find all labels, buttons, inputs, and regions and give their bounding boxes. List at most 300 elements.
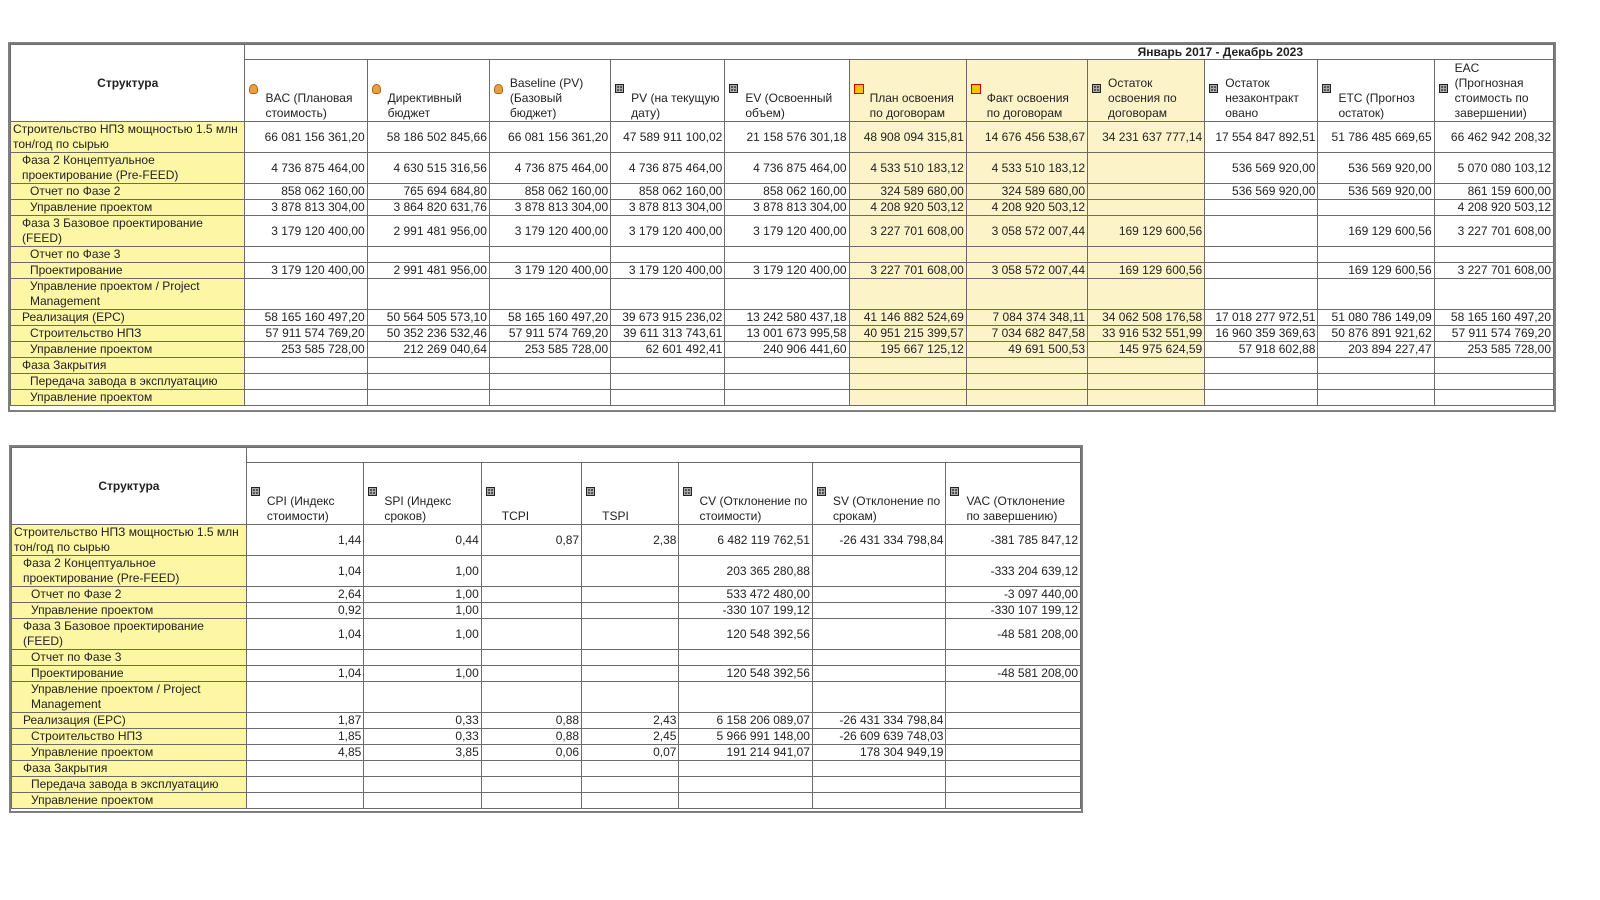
value-cell[interactable]: 58 165 160 497,20: [489, 310, 610, 326]
value-cell[interactable]: 6 482 119 762,51: [679, 525, 812, 556]
value-cell[interactable]: 3 864 820 631,76: [367, 200, 489, 216]
value-cell[interactable]: [245, 390, 367, 406]
value-cell[interactable]: [246, 793, 363, 809]
row-label[interactable]: Управление проектом: [11, 200, 245, 216]
value-cell[interactable]: 58 186 502 845,66: [367, 122, 489, 153]
value-cell[interactable]: 203 894 227,47: [1318, 342, 1434, 358]
column-header[interactable]: [245, 60, 367, 122]
value-cell[interactable]: [946, 713, 1081, 729]
value-cell[interactable]: [1205, 374, 1318, 390]
value-cell[interactable]: 1,87: [246, 713, 363, 729]
value-cell[interactable]: 14 676 456 538,67: [966, 122, 1087, 153]
value-cell[interactable]: 1,00: [364, 587, 481, 603]
value-cell[interactable]: 1,44: [246, 525, 363, 556]
column-header[interactable]: [582, 463, 679, 525]
value-cell[interactable]: [1205, 390, 1318, 406]
value-cell[interactable]: [611, 279, 725, 310]
value-cell[interactable]: [481, 793, 581, 809]
value-cell[interactable]: 51 786 485 669,65: [1318, 122, 1434, 153]
row-label[interactable]: Проектирование: [12, 666, 247, 682]
row-label[interactable]: Строительство НПЗ мощностью 1.5 млн тон/год по сырью: [12, 525, 247, 556]
value-cell[interactable]: [1205, 263, 1318, 279]
row-label[interactable]: Фаза Закрытия: [11, 358, 245, 374]
value-cell[interactable]: [489, 390, 610, 406]
value-cell[interactable]: 47 589 911 100,02: [611, 122, 725, 153]
value-cell[interactable]: 4 208 920 503,12: [966, 200, 1087, 216]
value-cell[interactable]: [1318, 200, 1434, 216]
value-cell[interactable]: [582, 603, 679, 619]
value-cell[interactable]: [246, 682, 363, 713]
value-cell[interactable]: 39 611 313 743,61: [611, 326, 725, 342]
value-cell[interactable]: 145 975 624,59: [1088, 342, 1205, 358]
value-cell[interactable]: 34 231 637 777,14: [1088, 122, 1205, 153]
value-cell[interactable]: [725, 279, 849, 310]
value-cell[interactable]: 1,85: [246, 729, 363, 745]
value-cell[interactable]: [812, 619, 945, 650]
value-cell[interactable]: 203 365 280,88: [679, 556, 812, 587]
value-cell[interactable]: 0,44: [364, 525, 481, 556]
value-cell[interactable]: [1088, 153, 1205, 184]
value-cell[interactable]: [481, 682, 581, 713]
row-label[interactable]: Отчет по Фазе 3: [12, 650, 247, 666]
value-cell[interactable]: 1,00: [364, 603, 481, 619]
row-label[interactable]: Отчет по Фазе 2: [11, 184, 245, 200]
column-header[interactable]: [1088, 60, 1205, 122]
value-cell[interactable]: 1,04: [246, 619, 363, 650]
value-cell[interactable]: 3 179 120 400,00: [245, 216, 367, 247]
row-label[interactable]: Строительство НПЗ мощностью 1.5 млн тон/год по сырью: [11, 122, 245, 153]
value-cell[interactable]: [364, 777, 481, 793]
value-cell[interactable]: 5 966 991 148,00: [679, 729, 812, 745]
value-cell[interactable]: 50 352 236 532,46: [367, 326, 489, 342]
value-cell[interactable]: 41 146 882 524,69: [849, 310, 966, 326]
value-cell[interactable]: 169 129 600,56: [1088, 216, 1205, 247]
column-header[interactable]: [1434, 60, 1553, 122]
value-cell[interactable]: [481, 587, 581, 603]
value-cell[interactable]: [679, 682, 812, 713]
row-label[interactable]: Отчет по Фазе 3: [11, 247, 245, 263]
row-label[interactable]: Управление проектом / Project Management: [12, 682, 247, 713]
value-cell[interactable]: 4 533 510 183,12: [849, 153, 966, 184]
value-cell[interactable]: 21 158 576 301,18: [725, 122, 849, 153]
value-cell[interactable]: -48 581 208,00: [946, 619, 1081, 650]
value-cell[interactable]: [966, 279, 1087, 310]
value-cell[interactable]: 858 062 160,00: [245, 184, 367, 200]
row-label[interactable]: Фаза 2 Концептуальное проектирование (Pre-FEED): [12, 556, 247, 587]
value-cell[interactable]: 324 589 680,00: [966, 184, 1087, 200]
value-cell[interactable]: 5 070 080 103,12: [1434, 153, 1553, 184]
value-cell[interactable]: [1318, 390, 1434, 406]
value-cell[interactable]: 3 878 813 304,00: [611, 200, 725, 216]
value-cell[interactable]: [367, 374, 489, 390]
value-cell[interactable]: 3 227 701 608,00: [1434, 216, 1553, 247]
value-cell[interactable]: [812, 603, 945, 619]
value-cell[interactable]: 51 080 786 149,09: [1318, 310, 1434, 326]
value-cell[interactable]: 34 062 508 176,58: [1088, 310, 1205, 326]
value-cell[interactable]: [1205, 358, 1318, 374]
column-header[interactable]: [367, 60, 489, 122]
row-label[interactable]: Управление проектом: [11, 390, 245, 406]
value-cell[interactable]: [1088, 358, 1205, 374]
value-cell[interactable]: 57 918 602,88: [1205, 342, 1318, 358]
value-cell[interactable]: 191 214 941,07: [679, 745, 812, 761]
value-cell[interactable]: [946, 777, 1081, 793]
row-label[interactable]: Фаза 3 Базовое проектирование (FEED): [11, 216, 245, 247]
value-cell[interactable]: [1434, 247, 1553, 263]
row-label[interactable]: Строительство НПЗ: [12, 729, 247, 745]
column-header[interactable]: [966, 60, 1087, 122]
value-cell[interactable]: [481, 603, 581, 619]
value-cell[interactable]: [367, 247, 489, 263]
value-cell[interactable]: 4 208 920 503,12: [1434, 200, 1553, 216]
value-cell[interactable]: 3 878 813 304,00: [489, 200, 610, 216]
value-cell[interactable]: 62 601 492,41: [611, 342, 725, 358]
value-cell[interactable]: 240 906 441,60: [725, 342, 849, 358]
value-cell[interactable]: [489, 247, 610, 263]
value-cell[interactable]: 40 951 215 399,57: [849, 326, 966, 342]
value-cell[interactable]: [364, 761, 481, 777]
column-header[interactable]: [1318, 60, 1434, 122]
value-cell[interactable]: 253 585 728,00: [1434, 342, 1553, 358]
value-cell[interactable]: 66 081 156 361,20: [489, 122, 610, 153]
value-cell[interactable]: [481, 777, 581, 793]
value-cell[interactable]: [812, 556, 945, 587]
value-cell[interactable]: [966, 390, 1087, 406]
row-label[interactable]: Реализация (EPC): [11, 310, 245, 326]
value-cell[interactable]: [611, 358, 725, 374]
column-header[interactable]: [489, 60, 610, 122]
value-cell[interactable]: [481, 666, 581, 682]
value-cell[interactable]: 4 736 875 464,00: [725, 153, 849, 184]
value-cell[interactable]: -26 431 334 798,84: [812, 713, 945, 729]
value-cell[interactable]: [1318, 358, 1434, 374]
row-label[interactable]: Управление проектом / Project Management: [11, 279, 245, 310]
value-cell[interactable]: [812, 761, 945, 777]
value-cell[interactable]: 169 129 600,56: [1318, 216, 1434, 247]
column-header[interactable]: [481, 463, 581, 525]
value-cell[interactable]: 57 911 574 769,20: [245, 326, 367, 342]
value-cell[interactable]: [812, 682, 945, 713]
value-cell[interactable]: 4,85: [246, 745, 363, 761]
value-cell[interactable]: 50 564 505 573,10: [367, 310, 489, 326]
value-cell[interactable]: [245, 358, 367, 374]
value-cell[interactable]: -333 204 639,12: [946, 556, 1081, 587]
value-cell[interactable]: 253 585 728,00: [489, 342, 610, 358]
value-cell[interactable]: [1318, 247, 1434, 263]
value-cell[interactable]: 3,85: [364, 745, 481, 761]
value-cell[interactable]: [1205, 279, 1318, 310]
row-label[interactable]: Передача завода в эксплуатацию: [12, 777, 247, 793]
value-cell[interactable]: [812, 777, 945, 793]
value-cell[interactable]: [582, 777, 679, 793]
value-cell[interactable]: 169 129 600,56: [1318, 263, 1434, 279]
row-label[interactable]: Управление проектом: [12, 603, 247, 619]
value-cell[interactable]: 57 911 574 769,20: [1434, 326, 1553, 342]
value-cell[interactable]: 0,06: [481, 745, 581, 761]
value-cell[interactable]: -26 609 639 748,03: [812, 729, 945, 745]
value-cell[interactable]: [946, 729, 1081, 745]
value-cell[interactable]: [367, 279, 489, 310]
value-cell[interactable]: [246, 650, 363, 666]
structure-header[interactable]: Структура: [12, 448, 247, 525]
value-cell[interactable]: [1434, 279, 1553, 310]
value-cell[interactable]: [582, 682, 679, 713]
value-cell[interactable]: 3 179 120 400,00: [489, 216, 610, 247]
value-cell[interactable]: [582, 793, 679, 809]
value-cell[interactable]: 58 165 160 497,20: [1434, 310, 1553, 326]
value-cell[interactable]: 2,45: [582, 729, 679, 745]
value-cell[interactable]: 195 667 125,12: [849, 342, 966, 358]
value-cell[interactable]: 3 179 120 400,00: [611, 263, 725, 279]
value-cell[interactable]: [966, 358, 1087, 374]
value-cell[interactable]: [679, 761, 812, 777]
value-cell[interactable]: 3 058 572 007,44: [966, 216, 1087, 247]
value-cell[interactable]: [946, 761, 1081, 777]
value-cell[interactable]: [1434, 390, 1553, 406]
value-cell[interactable]: [489, 358, 610, 374]
column-header[interactable]: [611, 60, 725, 122]
value-cell[interactable]: 2,64: [246, 587, 363, 603]
value-cell[interactable]: 858 062 160,00: [725, 184, 849, 200]
value-cell[interactable]: 16 960 359 369,63: [1205, 326, 1318, 342]
value-cell[interactable]: 1,04: [246, 556, 363, 587]
value-cell[interactable]: 7 084 374 348,11: [966, 310, 1087, 326]
row-label[interactable]: Управление проектом: [11, 342, 245, 358]
value-cell[interactable]: [946, 745, 1081, 761]
value-cell[interactable]: [582, 619, 679, 650]
value-cell[interactable]: [812, 587, 945, 603]
value-cell[interactable]: 66 081 156 361,20: [245, 122, 367, 153]
value-cell[interactable]: [489, 279, 610, 310]
value-cell[interactable]: [966, 247, 1087, 263]
value-cell[interactable]: 3 878 813 304,00: [245, 200, 367, 216]
value-cell[interactable]: [1088, 247, 1205, 263]
value-cell[interactable]: -3 097 440,00: [946, 587, 1081, 603]
value-cell[interactable]: [1205, 247, 1318, 263]
value-cell[interactable]: 3 878 813 304,00: [725, 200, 849, 216]
value-cell[interactable]: [582, 556, 679, 587]
value-cell[interactable]: [481, 650, 581, 666]
value-cell[interactable]: [582, 650, 679, 666]
value-cell[interactable]: 3 179 120 400,00: [245, 263, 367, 279]
row-label[interactable]: Управление проектом: [12, 745, 247, 761]
value-cell[interactable]: 1,00: [364, 619, 481, 650]
value-cell[interactable]: 3 227 701 608,00: [1434, 263, 1553, 279]
value-cell[interactable]: 2,38: [582, 525, 679, 556]
value-cell[interactable]: 7 034 682 847,58: [966, 326, 1087, 342]
value-cell[interactable]: 48 908 094 315,81: [849, 122, 966, 153]
value-cell[interactable]: 212 269 040,64: [367, 342, 489, 358]
value-cell[interactable]: [1434, 358, 1553, 374]
value-cell[interactable]: [1088, 374, 1205, 390]
value-cell[interactable]: [364, 793, 481, 809]
value-cell[interactable]: 1,00: [364, 556, 481, 587]
value-cell[interactable]: 536 569 920,00: [1205, 153, 1318, 184]
value-cell[interactable]: 253 585 728,00: [245, 342, 367, 358]
value-cell[interactable]: [481, 761, 581, 777]
value-cell[interactable]: [611, 390, 725, 406]
row-label[interactable]: Фаза 3 Базовое проектирование (FEED): [12, 619, 247, 650]
value-cell[interactable]: 0,33: [364, 729, 481, 745]
value-cell[interactable]: [1318, 374, 1434, 390]
value-cell[interactable]: [812, 793, 945, 809]
value-cell[interactable]: 178 304 949,19: [812, 745, 945, 761]
value-cell[interactable]: 536 569 920,00: [1318, 153, 1434, 184]
column-header[interactable]: [849, 60, 966, 122]
value-cell[interactable]: 4 736 875 464,00: [611, 153, 725, 184]
value-cell[interactable]: [481, 619, 581, 650]
value-cell[interactable]: 58 165 160 497,20: [245, 310, 367, 326]
value-cell[interactable]: 324 589 680,00: [849, 184, 966, 200]
value-cell[interactable]: 17 554 847 892,51: [1205, 122, 1318, 153]
value-cell[interactable]: [849, 279, 966, 310]
value-cell[interactable]: 0,88: [481, 713, 581, 729]
value-cell[interactable]: 13 242 580 437,18: [725, 310, 849, 326]
value-cell[interactable]: [367, 358, 489, 374]
column-header[interactable]: [946, 463, 1081, 525]
value-cell[interactable]: 120 548 392,56: [679, 666, 812, 682]
value-cell[interactable]: 2 991 481 956,00: [367, 216, 489, 247]
value-cell[interactable]: [679, 793, 812, 809]
value-cell[interactable]: 50 876 891 921,62: [1318, 326, 1434, 342]
value-cell[interactable]: [812, 650, 945, 666]
value-cell[interactable]: 858 062 160,00: [611, 184, 725, 200]
value-cell[interactable]: -381 785 847,12: [946, 525, 1081, 556]
value-cell[interactable]: [946, 682, 1081, 713]
value-cell[interactable]: [849, 358, 966, 374]
value-cell[interactable]: 3 227 701 608,00: [849, 216, 966, 247]
value-cell[interactable]: [245, 247, 367, 263]
value-cell[interactable]: [1088, 184, 1205, 200]
value-cell[interactable]: [679, 777, 812, 793]
value-cell[interactable]: -330 107 199,12: [679, 603, 812, 619]
value-cell[interactable]: [481, 556, 581, 587]
value-cell[interactable]: 765 694 684,80: [367, 184, 489, 200]
value-cell[interactable]: -330 107 199,12: [946, 603, 1081, 619]
column-header[interactable]: [679, 463, 812, 525]
value-cell[interactable]: 0,88: [481, 729, 581, 745]
value-cell[interactable]: 2,43: [582, 713, 679, 729]
value-cell[interactable]: [849, 247, 966, 263]
row-label[interactable]: Строительство НПЗ: [11, 326, 245, 342]
value-cell[interactable]: 4 736 875 464,00: [245, 153, 367, 184]
value-cell[interactable]: [1318, 279, 1434, 310]
value-cell[interactable]: 3 179 120 400,00: [489, 263, 610, 279]
value-cell[interactable]: 6 158 206 089,07: [679, 713, 812, 729]
column-header[interactable]: [246, 463, 363, 525]
structure-header[interactable]: Структура: [11, 45, 245, 122]
row-label[interactable]: Управление проектом: [12, 793, 247, 809]
value-cell[interactable]: 0,33: [364, 713, 481, 729]
value-cell[interactable]: [725, 390, 849, 406]
row-label[interactable]: Отчет по Фазе 2: [12, 587, 247, 603]
value-cell[interactable]: 39 673 915 236,02: [611, 310, 725, 326]
value-cell[interactable]: [245, 279, 367, 310]
value-cell[interactable]: 2 991 481 956,00: [367, 263, 489, 279]
value-cell[interactable]: [1205, 200, 1318, 216]
value-cell[interactable]: [1088, 279, 1205, 310]
value-cell[interactable]: 13 001 673 995,58: [725, 326, 849, 342]
value-cell[interactable]: [1434, 374, 1553, 390]
row-label[interactable]: Фаза 2 Концептуальное проектирование (Pre-FEED): [11, 153, 245, 184]
value-cell[interactable]: 0,87: [481, 525, 581, 556]
value-cell[interactable]: [582, 587, 679, 603]
value-cell[interactable]: [849, 374, 966, 390]
value-cell[interactable]: 120 548 392,56: [679, 619, 812, 650]
value-cell[interactable]: [966, 374, 1087, 390]
row-label[interactable]: Фаза Закрытия: [12, 761, 247, 777]
value-cell[interactable]: [946, 793, 1081, 809]
value-cell[interactable]: 0,07: [582, 745, 679, 761]
value-cell[interactable]: 3 058 572 007,44: [966, 263, 1087, 279]
value-cell[interactable]: -26 431 334 798,84: [812, 525, 945, 556]
value-cell[interactable]: [1088, 200, 1205, 216]
value-cell[interactable]: [582, 761, 679, 777]
value-cell[interactable]: 536 569 920,00: [1205, 184, 1318, 200]
value-cell[interactable]: 536 569 920,00: [1318, 184, 1434, 200]
value-cell[interactable]: 66 462 942 208,32: [1434, 122, 1553, 153]
value-cell[interactable]: [364, 682, 481, 713]
value-cell[interactable]: 3 227 701 608,00: [849, 263, 966, 279]
column-header[interactable]: [1205, 60, 1318, 122]
value-cell[interactable]: [725, 358, 849, 374]
value-cell[interactable]: [246, 777, 363, 793]
value-cell[interactable]: 1,04: [246, 666, 363, 682]
row-label[interactable]: Проектирование: [11, 263, 245, 279]
value-cell[interactable]: 4 736 875 464,00: [489, 153, 610, 184]
value-cell[interactable]: [725, 374, 849, 390]
value-cell[interactable]: [812, 666, 945, 682]
value-cell[interactable]: 17 018 277 972,51: [1205, 310, 1318, 326]
value-cell[interactable]: 49 691 500,53: [966, 342, 1087, 358]
value-cell[interactable]: [946, 650, 1081, 666]
value-cell[interactable]: 33 916 532 551,99: [1088, 326, 1205, 342]
value-cell[interactable]: [364, 650, 481, 666]
value-cell[interactable]: [1205, 216, 1318, 247]
value-cell[interactable]: 0,92: [246, 603, 363, 619]
value-cell[interactable]: 861 159 600,00: [1434, 184, 1553, 200]
value-cell[interactable]: 169 129 600,56: [1088, 263, 1205, 279]
value-cell[interactable]: 3 179 120 400,00: [725, 216, 849, 247]
value-cell[interactable]: [611, 247, 725, 263]
value-cell[interactable]: [679, 650, 812, 666]
value-cell[interactable]: 57 911 574 769,20: [489, 326, 610, 342]
value-cell[interactable]: 4 533 510 183,12: [966, 153, 1087, 184]
value-cell[interactable]: [725, 247, 849, 263]
value-cell[interactable]: -48 581 208,00: [946, 666, 1081, 682]
value-cell[interactable]: [611, 374, 725, 390]
value-cell[interactable]: 3 179 120 400,00: [725, 263, 849, 279]
value-cell[interactable]: 4 630 515 316,56: [367, 153, 489, 184]
value-cell[interactable]: [1088, 390, 1205, 406]
value-cell[interactable]: [246, 761, 363, 777]
value-cell[interactable]: 3 179 120 400,00: [611, 216, 725, 247]
value-cell[interactable]: [367, 390, 489, 406]
value-cell[interactable]: [245, 374, 367, 390]
column-header[interactable]: [725, 60, 849, 122]
value-cell[interactable]: 1,00: [364, 666, 481, 682]
value-cell[interactable]: [582, 666, 679, 682]
value-cell[interactable]: 4 208 920 503,12: [849, 200, 966, 216]
value-cell[interactable]: 858 062 160,00: [489, 184, 610, 200]
value-cell[interactable]: 533 472 480,00: [679, 587, 812, 603]
column-header[interactable]: [812, 463, 945, 525]
row-label[interactable]: Реализация (EPC): [12, 713, 247, 729]
value-cell[interactable]: [489, 374, 610, 390]
column-header[interactable]: [364, 463, 481, 525]
row-label[interactable]: Передача завода в эксплуатацию: [11, 374, 245, 390]
value-cell[interactable]: [849, 390, 966, 406]
